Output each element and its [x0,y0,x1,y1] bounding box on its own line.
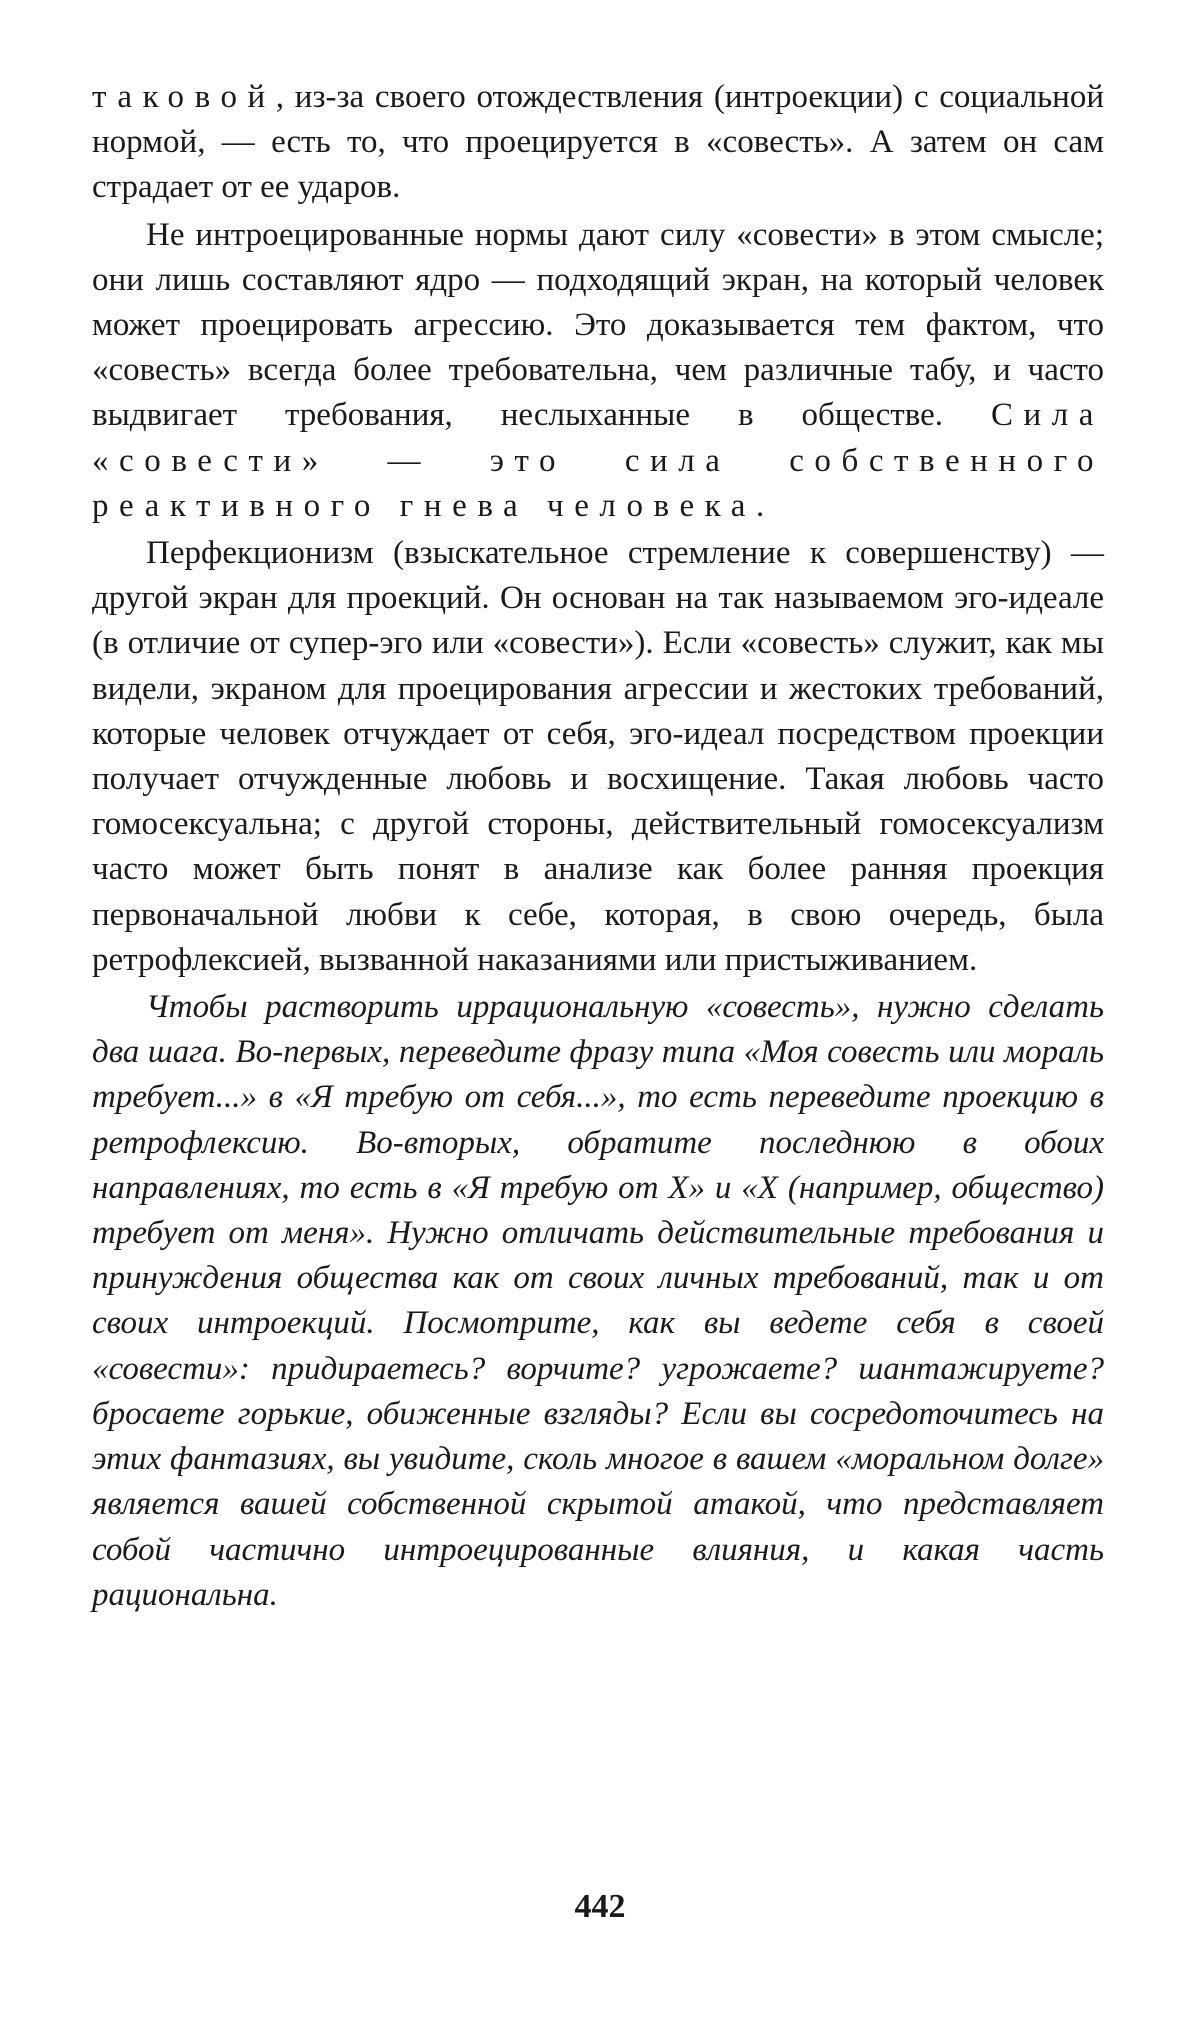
paragraph-1-text: , из-за своего отождествления (интроекции) с социальной нормой, — есть то, что проецируется в «совесть». А затем он сам страдает от ее ударов. [92,79,1104,206]
paragraph-1-spaced-lead: таковой [92,79,276,115]
page-number: 442 [574,1888,626,1925]
paragraph-2-spaced-emphasis: Сила «совести» — это сила собственного реактивного гнева человека. [92,397,1104,524]
page-body [92,75,1104,1618]
paragraph-3: Перфекционизм (взыскательное стремление к совершенству) — другой экран для проекций. Он основан на так называемом эго-идеале (в отличие от супер-эго или «совести»). Если «совесть» служит, как мы видели, экраном для проецирования агрессии и жестоких требований, которые человек отчуждает от себя, эго-идеал посредством проекции получает отчужденные любовь и восхищение. Такая любовь часто гомосексуальна; с другой стороны, действительный гомосексуализм часто может быть понят в анализе как более ранняя проекция первоначальной любви к себе, которая, в свою очередь, была ретрофлексией, вызванной наказаниями или пристыживанием. [92,535,1104,978]
paragraph-2-text: Не интроецированные нормы дают силу «совести» в этом смысле; они лишь составляют ядро — подходящий экран, на который человек может проецировать агрессию. Это доказывается тем фактом, что «совесть» всегда более требовательна, чем различные табу, и часто выдвигает требования, неслыханные в обществе. [92,216,1104,434]
paragraph-1 [92,75,1104,211]
paragraph-4-italic: Чтобы растворить иррациональную «совесть», нужно сделать два шага. Во-первых, переведите фразу типа «Моя совесть или мораль требует...» в «Я требую от себя...», то есть переведите проекцию в ретрофлексию. Во-вторых, обратите последнюю в обоих направлениях, то есть в «Я требую от X» и «X (например, общество) требует от меня». Нужно отличать действительные требования и принуждения общества как от своих личных требований, так и от своих интроекций. Посмотрите, как вы ведете себя в своей «совести»: придираетесь? ворчите? угрожаете? шантажируете? бросаете горькие, обиженные взгляды? Если вы сосредоточитесь на этих фантазиях, вы увидите, сколь многое в вашем «моральном долге» является вашей собственной скрытой атакой, что представляет собой частично интроецированные влияния, и какая часть рациональна. [92,989,1104,1613]
paragraph-2 [92,213,1104,529]
